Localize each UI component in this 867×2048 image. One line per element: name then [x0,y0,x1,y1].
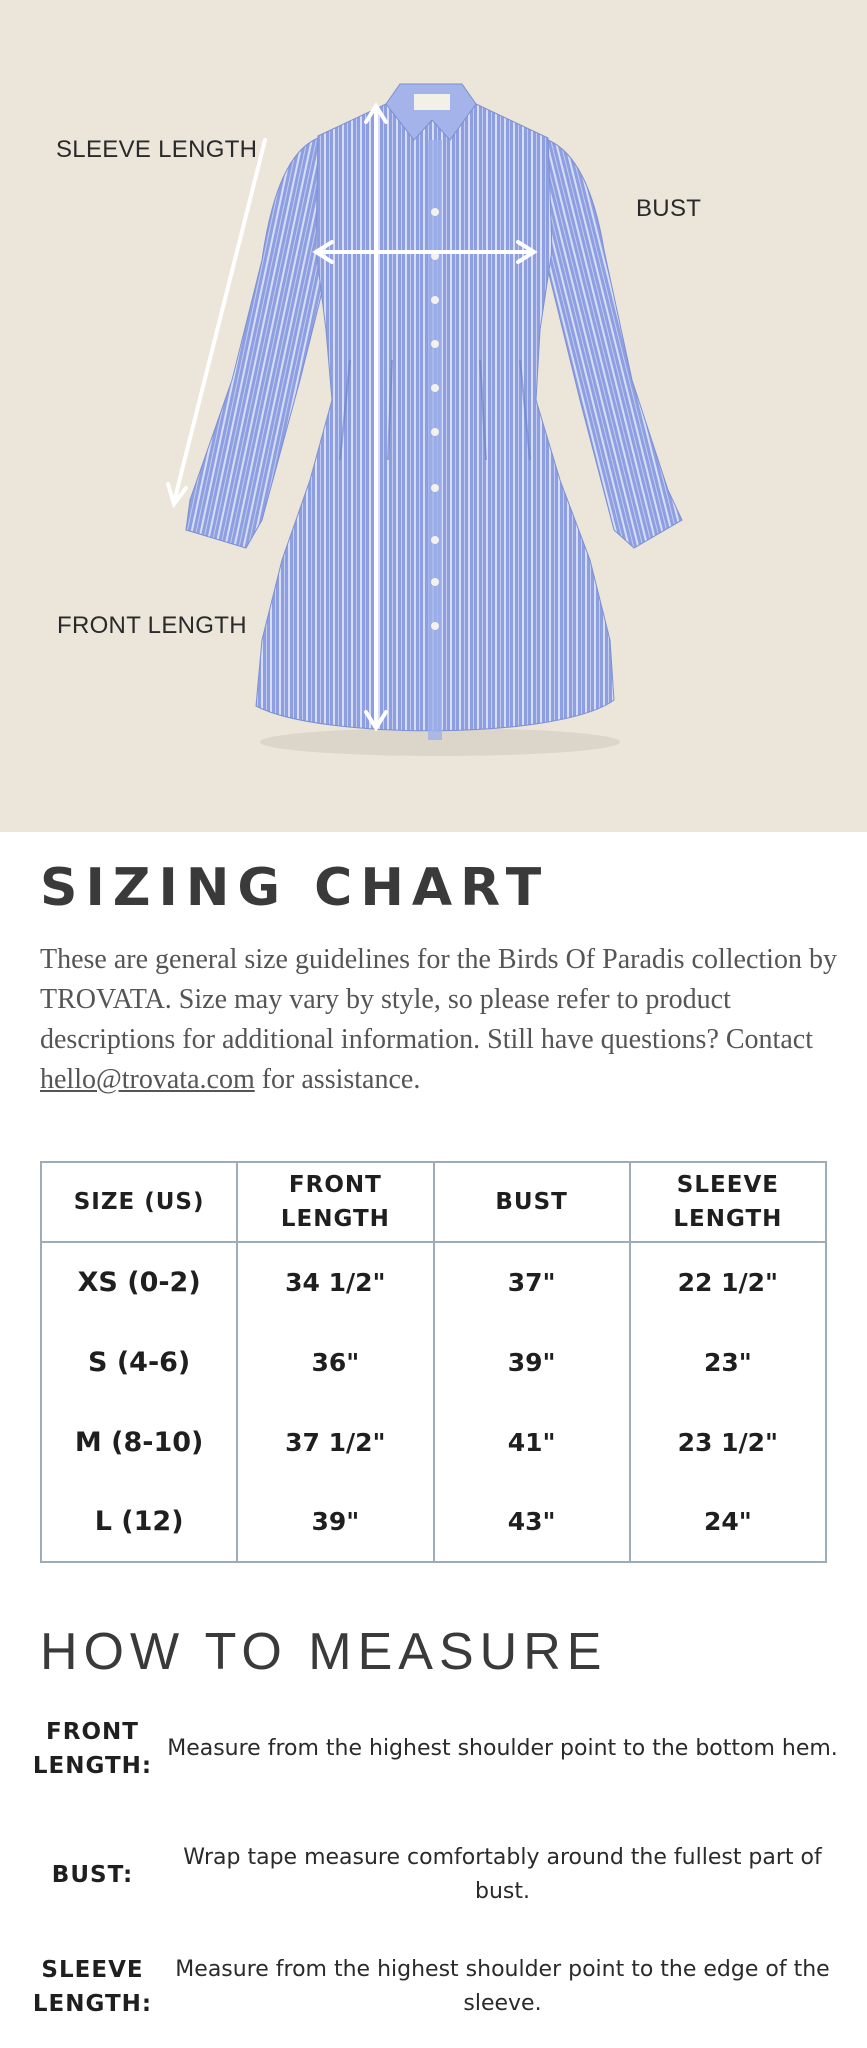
bust-cell: 43" [434,1482,630,1562]
measure-term: BUST: [51,1862,134,1888]
size-table-header-row [41,1162,826,1242]
header-bust: BUST [434,1162,630,1242]
intro-text: These are general size guidelines for the Birds Of Paradis collection by TROVATA. Size may vary by style, so please refer to product descriptions for additional information. Still have questions? Contact [40,944,837,1055]
front-length-cell: 36" [237,1322,433,1402]
table-row [41,1242,826,1322]
measure-item-sleeve-length [25,1950,845,2024]
front-length-label: FRONT LENGTH [57,612,247,639]
size-cell: L (12) [41,1482,237,1562]
table-row [41,1482,826,1562]
measure-description: Wrap tape measure comfortably around the fullest part of bust. [183,1845,822,1904]
sleeve-length-label: SLEEVE LENGTH [56,136,258,163]
measure-term: SLEEVE LENGTH: [32,1957,153,2017]
sleeve-length-cell: 22 1/2" [630,1242,826,1322]
measure-item-front-length [25,1712,845,1786]
bust-label: BUST [636,195,702,222]
header-front-length: FRONT LENGTH [237,1162,433,1242]
bust-cell: 37" [434,1242,630,1322]
measure-item-bust [25,1840,845,1910]
size-cell: S (4-6) [41,1322,237,1402]
front-length-cell: 34 1/2" [237,1242,433,1322]
sleeve-length-cell: 23 1/2" [630,1402,826,1482]
sleeve-length-cell: 24" [630,1482,826,1562]
header-sleeve-length: SLEEVE LENGTH [630,1162,826,1242]
dress-illustration [0,0,867,832]
dress-placket [428,140,442,740]
size-cell: M (8-10) [41,1402,237,1482]
sleeve-length-cell: 23" [630,1322,826,1402]
contact-email-link[interactable]: hello@trovata.com [40,1064,255,1095]
table-row [41,1402,826,1482]
measure-term: FRONT LENGTH: [32,1719,153,1779]
hero-image-section [0,0,867,832]
front-length-cell: 39" [237,1482,433,1562]
intro-suffix: for assistance. [254,1064,421,1095]
how-to-measure-title: HOW TO MEASURE [40,1623,608,1681]
bust-cell: 39" [434,1322,630,1402]
size-cell: XS (0-2) [41,1242,237,1322]
header-size: SIZE (US) [41,1162,237,1242]
measure-description: Measure from the highest shoulder point to the edge of the sleeve. [175,1957,830,2016]
sizing-chart-title: SIZING CHART [40,858,550,918]
size-table [40,1161,827,1563]
front-length-cell: 37 1/2" [237,1402,433,1482]
measure-description: Measure from the highest shoulder point to the bottom hem. [167,1736,838,1761]
dress-tag [414,94,450,110]
intro-paragraph [40,940,840,1100]
bust-cell: 41" [434,1402,630,1482]
table-row [41,1322,826,1402]
